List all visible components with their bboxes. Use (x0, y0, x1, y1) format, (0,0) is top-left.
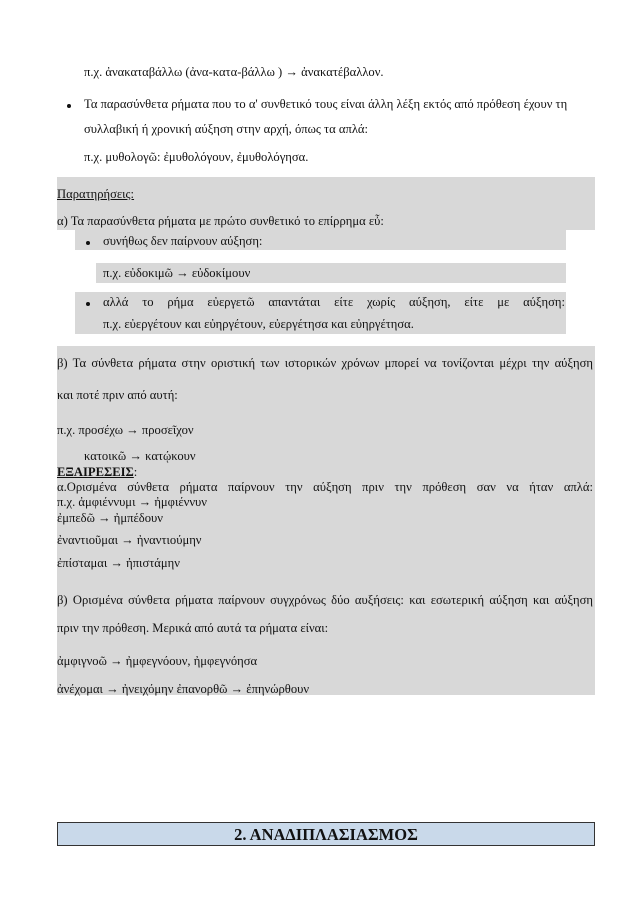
example-amphiennymi: π.χ. ἀμφιέννυμι → ἠμφιέννυν (57, 495, 207, 509)
bullet-icon (86, 241, 90, 245)
exceptions-heading (57, 465, 137, 480)
example-anechomai: ἀνέχομαι → ἠνειχόμην ἐπανορθῶ → ἐπηνώρθουν (57, 682, 310, 696)
rule-parasyntheta-line1: Τα παρασύνθετα ρήματα που το α' συνθετικό τους είναι άλλη λέξη εκτός από πρόθεση έχουν τη (84, 97, 568, 111)
example-mythologo: π.χ. μυθολογῶ: ἐμυθολόγουν, ἐμυθολόγησα. (84, 150, 309, 164)
exception-b-line2: πριν την πρόθεση. Μερικά από αυτά τα ρήματα είναι: (57, 621, 329, 635)
note-bullet-no-augment: συνήθως δεν παίρνουν αύξηση: (103, 234, 263, 248)
example-eudokimo: π.χ. εὐδοκιμῶ → εὐδοκίμουν (103, 266, 251, 280)
section-heading-anadiplasiasmos: 2. ΑΝΑΔΙΠΛΑΣΙΑΣΜΟΣ (57, 822, 595, 846)
bullet-icon (86, 302, 90, 306)
rule-parasyntheta-line2: συλλαβική ή χρονική αύξηση στην αρχή, όπως τα απλά: (84, 122, 369, 136)
exceptions-colon: : (133, 465, 138, 479)
exceptions-title: ΕΞΑΙΡΕΣΕΙΣ (57, 465, 134, 479)
example-anakataballo: π.χ. ἀνακαταβάλλω (ἀνα-κατα-βάλλω ) → ἀνακατέβαλλον. (84, 65, 384, 79)
note-euergeto-line1: αλλά το ρήμα εὐεργετῶ απαντάται είτε χωρίς αύξηση, είτε με αύξηση: (103, 295, 565, 309)
bullet-icon (67, 104, 71, 108)
exception-a-line1: α.Ορισμένα σύνθετα ρήματα παίρνουν την αύξηση πριν την πρόθεση σαν να ήταν απλά: (57, 480, 593, 494)
note-euergeto-line2: π.χ. εὐεργέτουν και εὐηργέτουν, εὐεργέτησα και εὐηργέτησα. (103, 317, 414, 331)
note-beta-line1: β) Τα σύνθετα ρήματα στην οριστική των ιστορικών χρόνων μπορεί να τονίζονται μέχρι την αύξηση (57, 356, 593, 370)
exception-b-line1: β) Ορισμένα σύνθετα ρήματα παίρνουν συγχρόνως δύο αυξήσεις: και εσωτερική αύξηση και αύξηση (57, 593, 593, 607)
example-prosecho: π.χ. προσέχω → προσεῖχον (57, 423, 194, 437)
example-katoiko: κατοικῶ → κατῴκουν (84, 449, 196, 463)
example-empedo: ἐμπεδῶ → ἠμπέδουν (57, 511, 163, 525)
example-enantioumai: ἐναντιοῦμαι → ἠναντιούμην (57, 533, 202, 547)
notes-heading: Παρατηρήσεις: (57, 187, 135, 201)
note-alpha-intro: α) Τα παρασύνθετα ρήματα με πρώτο συνθετικό το επίρρημα εὖ: (57, 214, 384, 228)
example-epistamai: ἐπίσταμαι → ἠπιστάμην (57, 556, 180, 570)
example-amphignoo: ἀμφιγνοῶ → ἠμφεγνόουν, ἠμφεγνόησα (57, 654, 258, 668)
note-beta-line2: και ποτέ πριν από αυτή: (57, 388, 178, 402)
